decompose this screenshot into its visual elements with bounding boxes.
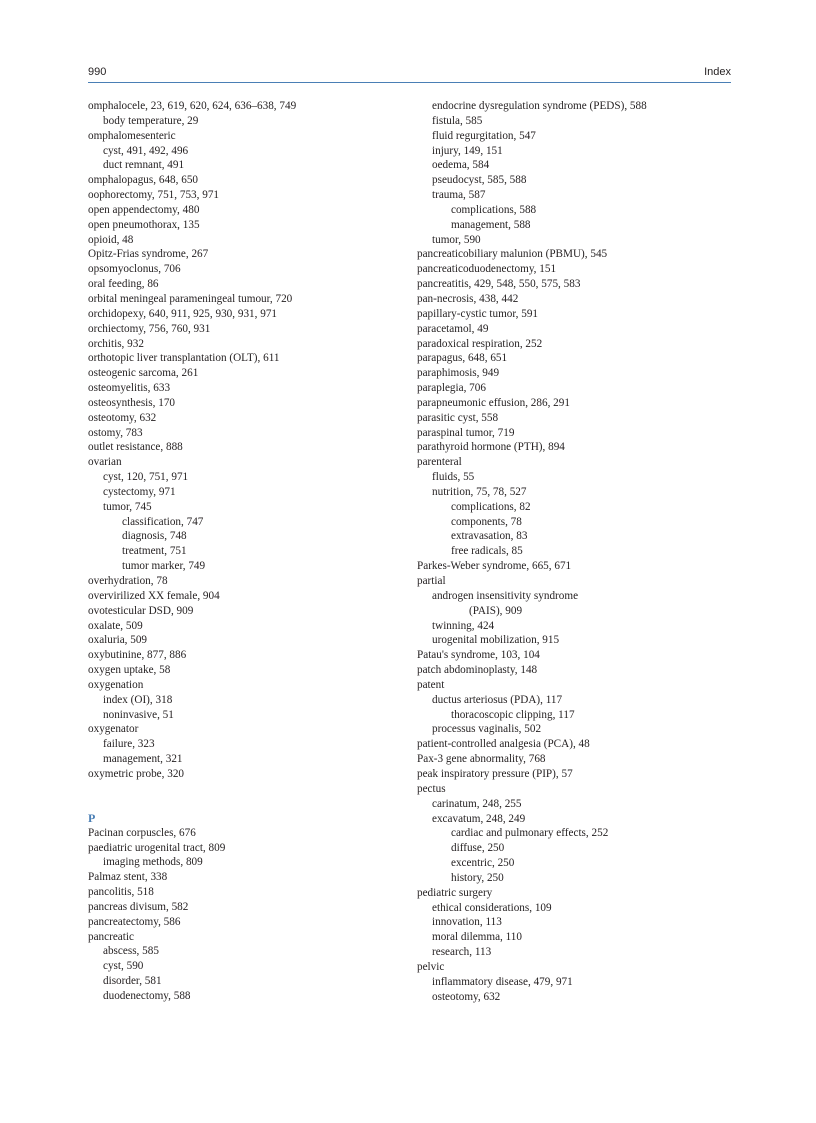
index-entry: paraspinal tumor, 719: [417, 426, 515, 439]
index-entry: ostomy, 783: [88, 426, 143, 439]
index-entry: patch abdominoplasty, 148: [417, 664, 538, 677]
index-entry: orchitis, 932: [88, 337, 144, 350]
index-entry: oxymetric probe, 320: [88, 767, 185, 780]
index-entry: pancreatitis, 429, 548, 550, 575, 583: [417, 278, 581, 291]
index-entry: osteomyelitis, 633: [88, 382, 171, 395]
index-entry: parapagus, 648, 651: [417, 352, 508, 365]
index-entry: oxybutinine, 877, 886: [88, 649, 187, 662]
index-entry: duodenectomy, 588: [103, 989, 191, 1002]
index-entry: pediatric surgery: [417, 886, 493, 899]
index-entry: Patau's syndrome, 103, 104: [417, 649, 540, 662]
index-group-p: [88, 826, 398, 1004]
index-entry: osteosynthesis, 170: [88, 396, 176, 409]
index-entry: oxygen uptake, 58: [88, 664, 171, 677]
index-entry: complications, 588: [451, 203, 537, 216]
index-entry: orthotopic liver transplantation (OLT), 611: [88, 352, 280, 365]
index-entry: history, 250: [451, 871, 504, 884]
index-entry: osteogenic sarcoma, 261: [88, 367, 199, 380]
index-entry: opsomyoclonus, 706: [88, 263, 181, 276]
index-entry: peak inspiratory pressure (PIP), 57: [417, 767, 573, 780]
index-entry: failure, 323: [103, 738, 155, 751]
index-entry: pancreatic: [88, 930, 134, 943]
index-entry: diffuse, 250: [451, 842, 505, 855]
index-entry: cyst, 590: [103, 960, 144, 973]
index-entry: cystectomy, 971: [103, 485, 176, 498]
index-entry: research, 113: [432, 946, 492, 959]
index-entry: parenteral: [417, 456, 462, 469]
index-entry: fistula, 585: [432, 114, 483, 127]
index-entry: free radicals, 85: [451, 545, 523, 558]
index-entry: ethical considerations, 109: [432, 901, 552, 914]
index-entry: oedema, 584: [432, 159, 490, 172]
index-entry: parathyroid hormone (PTH), 894: [417, 441, 565, 454]
index-entry: noninvasive, 51: [103, 708, 174, 721]
index-entry: trauma, 587: [432, 189, 486, 202]
index-entry: inflammatory disease, 479, 971: [432, 975, 573, 988]
index-entry: omphalopagus, 648, 650: [88, 174, 199, 187]
index-entry: Pacinan corpuscles, 676: [88, 826, 196, 839]
index-group-p-continued: [417, 99, 731, 1004]
index-entry: Parkes-Weber syndrome, 665, 671: [417, 560, 572, 573]
index-entry: pectus: [417, 782, 446, 795]
index-entry: innovation, 113: [432, 916, 502, 929]
index-entry: parapneumonic effusion, 286, 291: [417, 396, 570, 409]
index-entry: outlet resistance, 888: [88, 441, 183, 454]
index-entry: management, 588: [451, 218, 531, 231]
index-entry: oxaluria, 509: [88, 634, 148, 647]
index-entry: fluids, 55: [432, 471, 475, 484]
index-entry: oral feeding, 86: [88, 278, 159, 291]
letter-gap: [88, 782, 398, 811]
index-entry: osteotomy, 632: [88, 411, 157, 424]
index-entry: duct remnant, 491: [103, 159, 185, 172]
index-entry: twinning, 424: [432, 619, 495, 632]
index-entry: thoracoscopic clipping, 117: [451, 708, 575, 721]
index-entry: paracetamol, 49: [417, 322, 489, 335]
index-entry: orchiectomy, 756, 760, 931: [88, 322, 211, 335]
index-entry: Pax-3 gene abnormality, 768: [417, 753, 546, 766]
index-entry: components, 78: [451, 515, 522, 528]
header-rule: [88, 82, 731, 83]
index-entry: paraplegia, 706: [417, 382, 486, 395]
index-entry: paraphimosis, 949: [417, 367, 500, 380]
index-entry: overhydration, 78: [88, 575, 168, 587]
index-entry: overvirilized XX female, 904: [88, 589, 220, 602]
index-entry: moral dilemma, 110: [432, 931, 522, 944]
index-entry: orchidopexy, 640, 911, 925, 930, 931, 971: [88, 307, 278, 320]
index-entry: tumor marker, 749: [122, 560, 206, 573]
index-entry: cyst, 491, 492, 496: [103, 144, 189, 157]
index-entry: ovotesticular DSD, 909: [88, 604, 194, 617]
index-entry: oophorectomy, 751, 753, 971: [88, 189, 220, 202]
running-header: [88, 66, 731, 80]
index-entry: paediatric urogenital tract, 809: [88, 841, 226, 854]
index-entry: cardiac and pulmonary effects, 252: [451, 827, 609, 840]
index-entry: complications, 82: [451, 500, 531, 513]
index-entry: oxygenation: [88, 678, 144, 691]
index-entry: orbital meningeal parameningeal tumour, 720: [88, 292, 293, 305]
index-entry: oxalate, 509: [88, 619, 143, 632]
index-entry: (PAIS), 909: [469, 604, 523, 617]
index-entry: ovarian: [88, 456, 122, 469]
index-entry: abscess, 585: [103, 945, 159, 958]
index-entry: opioid, 48: [88, 233, 134, 246]
index-entry: open pneumothorax, 135: [88, 218, 200, 231]
index-entry: diagnosis, 748: [122, 530, 187, 543]
letter-heading: P: [88, 810, 96, 825]
index-group-o: [88, 99, 398, 782]
index-entry: open appendectomy, 480: [88, 203, 200, 216]
index-entry: Opitz-Frias syndrome, 267: [88, 248, 209, 261]
index-entry: ductus arteriosus (PDA), 117: [432, 693, 563, 706]
index-entry: androgen insensitivity syndrome: [432, 589, 579, 602]
index-entry: oxygenator: [88, 723, 139, 736]
index-entry: management, 321: [103, 753, 183, 766]
index-entry: pancreas divisum, 582: [88, 900, 189, 913]
index-entry: endocrine dysregulation syndrome (PEDS), 588: [432, 100, 647, 112]
index-entry: osteotomy, 632: [432, 990, 501, 1003]
index-entry: classification, 747: [122, 515, 204, 528]
index-column-right: [417, 99, 731, 1004]
page-number: 990: [88, 66, 107, 78]
index-entry: Palmaz stent, 338: [88, 871, 168, 884]
index-entry: patient-controlled analgesia (PCA), 48: [417, 738, 590, 751]
index-entry: injury, 149, 151: [432, 144, 503, 157]
index-entry: extravasation, 83: [451, 530, 528, 543]
section-title: Index: [704, 66, 731, 78]
index-entry: nutrition, 75, 78, 527: [432, 485, 527, 498]
index-entry: partial: [417, 575, 446, 587]
index-entry: body temperature, 29: [103, 114, 199, 127]
index-entry: pancreaticoduodenectomy, 151: [417, 263, 557, 276]
index-entry: tumor, 590: [432, 233, 481, 246]
index-entry: paradoxical respiration, 252: [417, 337, 543, 350]
index-entry: treatment, 751: [122, 545, 187, 558]
index-entry: patent: [417, 678, 445, 691]
index-entry: imaging methods, 809: [103, 856, 203, 869]
index-entry: excentric, 250: [451, 857, 515, 870]
index-entry: pseudocyst, 585, 588: [432, 174, 527, 187]
index-entry: urogenital mobilization, 915: [432, 634, 560, 647]
index-entry: excavatum, 248, 249: [432, 812, 526, 825]
index-entry: cyst, 120, 751, 971: [103, 471, 189, 484]
index-entry: tumor, 745: [103, 500, 152, 513]
index-entry: papillary-cystic tumor, 591: [417, 307, 539, 320]
index-entry: pan-necrosis, 438, 442: [417, 292, 519, 305]
index-entry: index (OI), 318: [103, 693, 173, 706]
index-entry: pelvic: [417, 960, 445, 973]
index-entry: omphalocele, 23, 619, 620, 624, 636–638, 749: [88, 100, 297, 112]
index-entry: fluid regurgitation, 547: [432, 129, 536, 142]
index-entry: carinatum, 248, 255: [432, 797, 522, 810]
index-entry: pancreatectomy, 586: [88, 915, 181, 928]
index-entry: disorder, 581: [103, 975, 162, 988]
index-entry: pancolitis, 518: [88, 886, 154, 899]
index-entry: processus vaginalis, 502: [432, 723, 542, 736]
index-entry: omphalomesenteric: [88, 129, 176, 142]
index-entry: parasitic cyst, 558: [417, 411, 499, 424]
index-entry: pancreaticobiliary malunion (PBMU), 545: [417, 248, 608, 261]
index-column-left: [88, 99, 398, 1004]
